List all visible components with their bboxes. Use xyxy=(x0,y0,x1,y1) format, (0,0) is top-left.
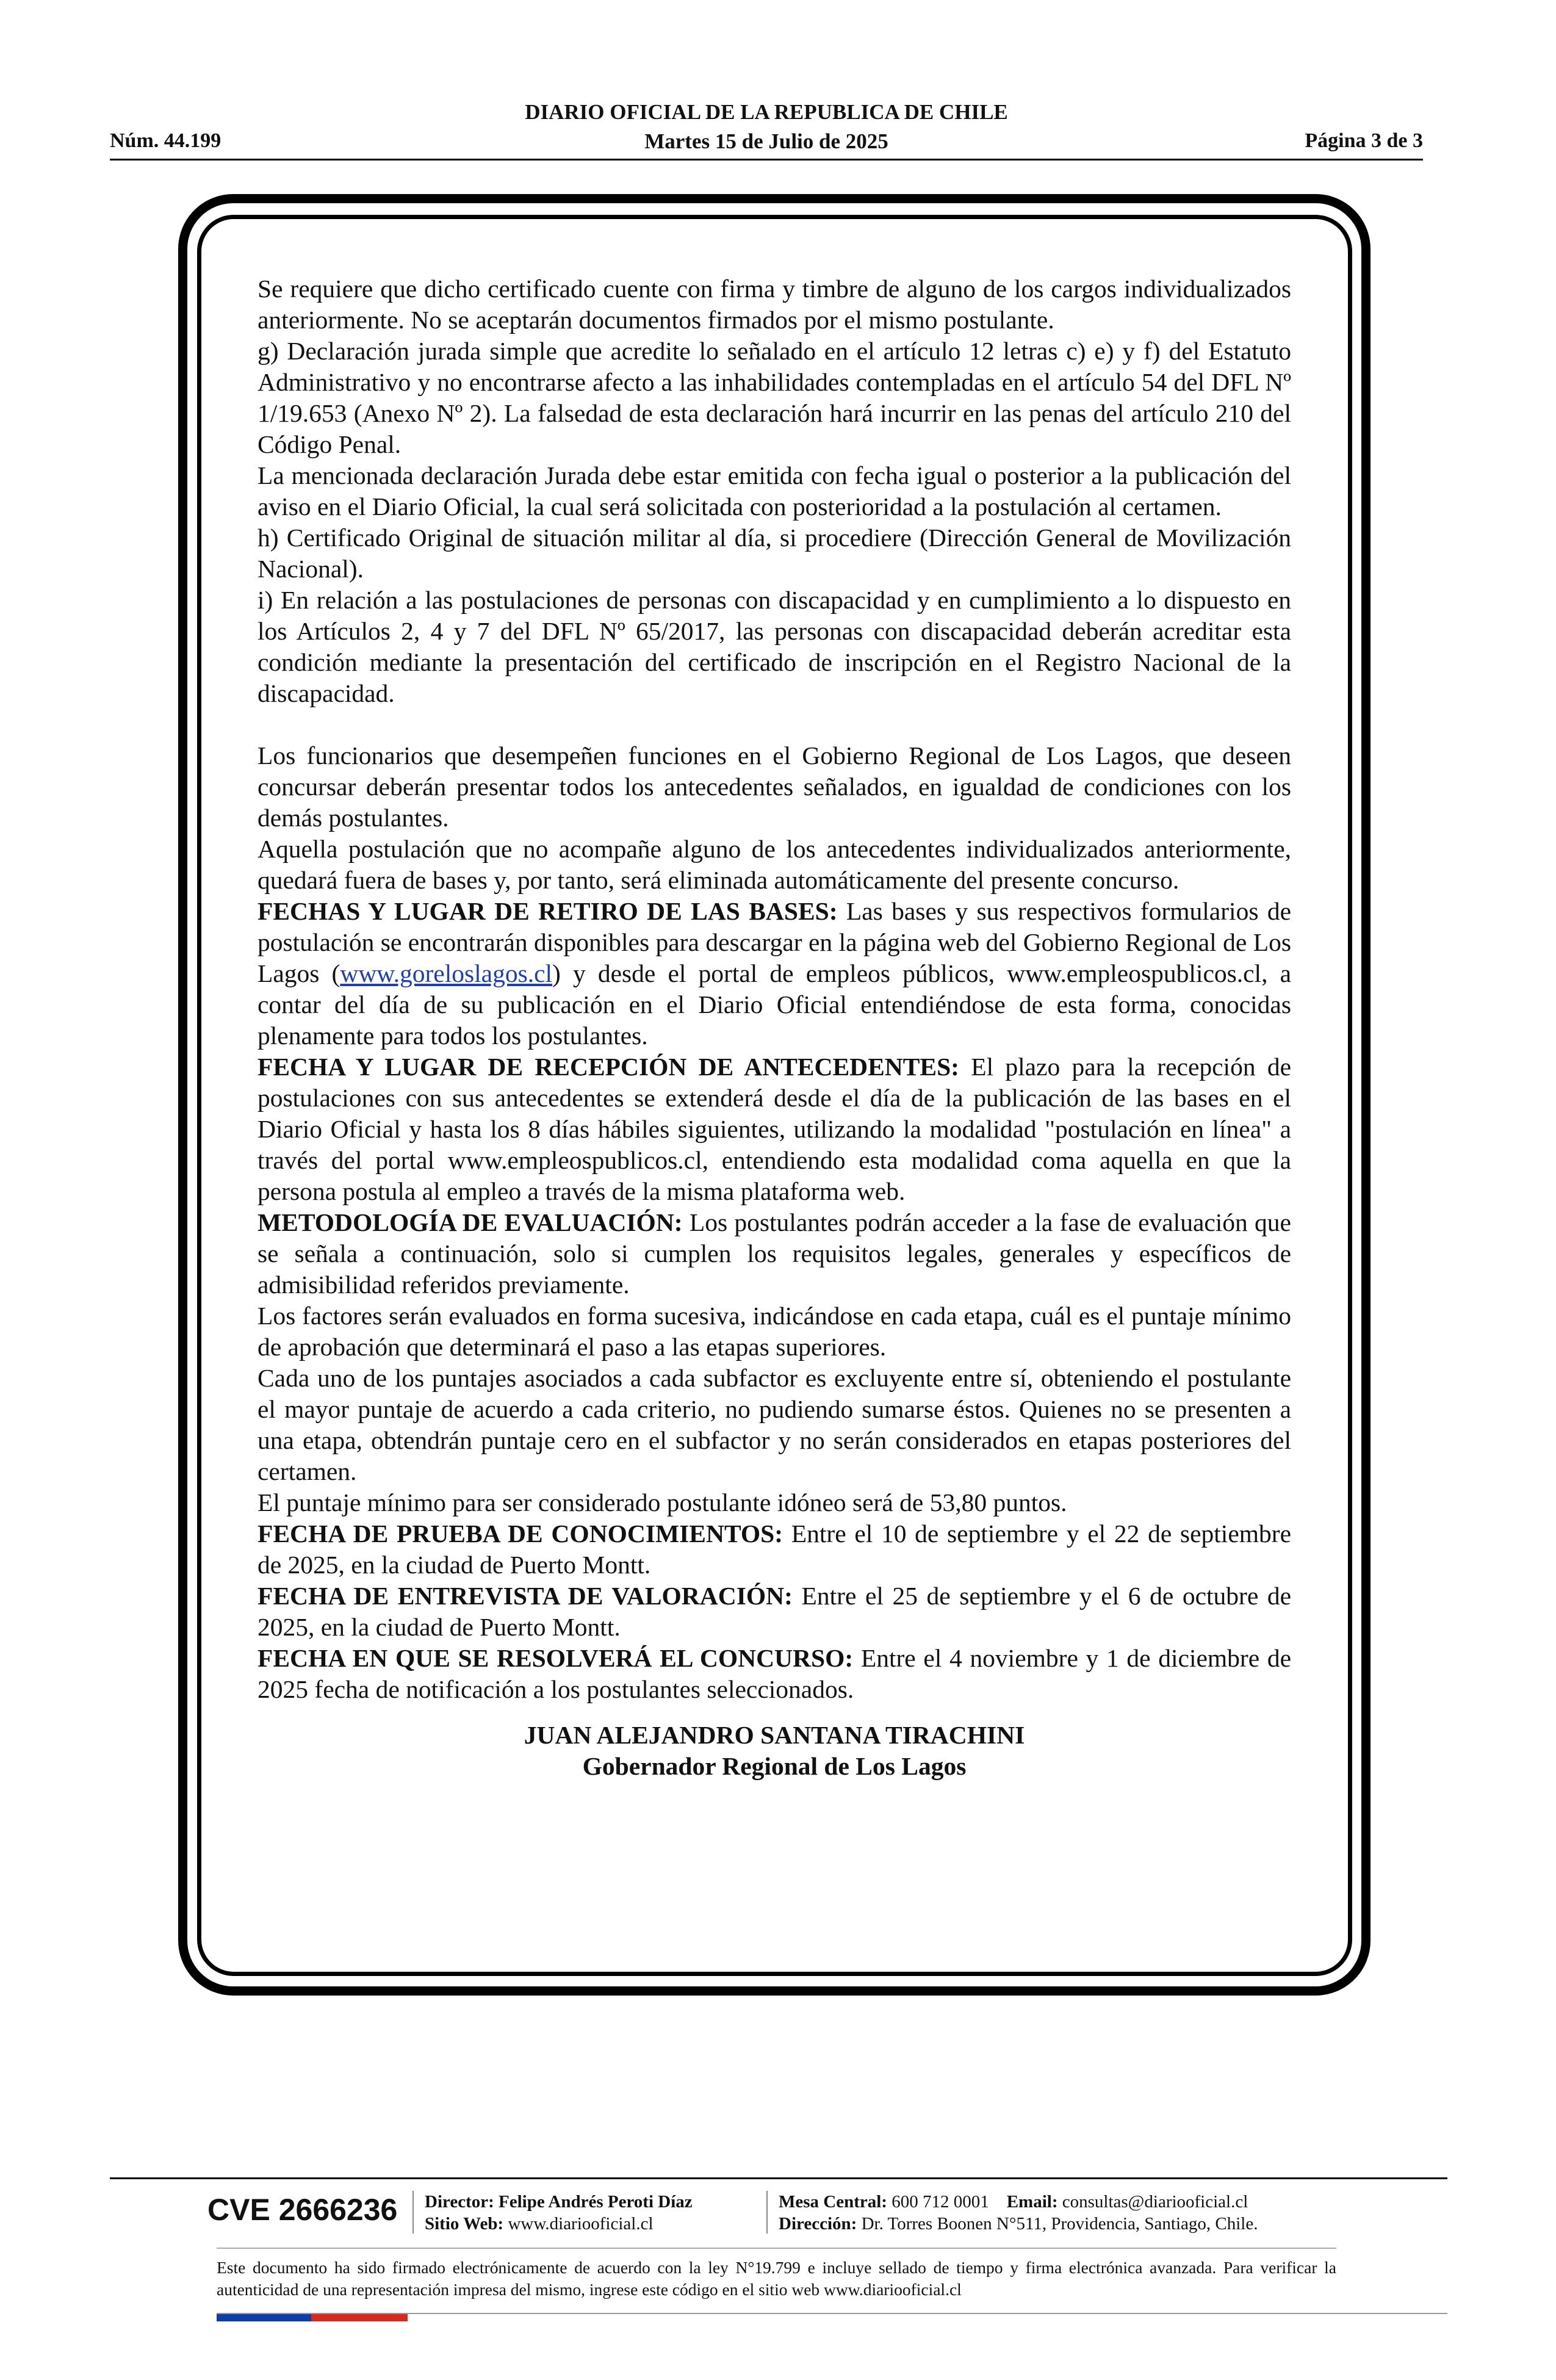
section-resolution-date xyxy=(258,1643,1291,1705)
signer-title: Gobernador Regional de Los Lagos xyxy=(582,1752,967,1780)
section-heading: FECHA EN QUE SE RESOLVERÁ EL CONCURSO: xyxy=(258,1644,854,1672)
section-text: Los postulantes podrán acceder a la fase de evaluación que se señala a continuación, solo si cumplen los requisitos legales, generales y específicos de admisibilidad referidos previamente. xyxy=(258,1208,1291,1299)
footer-contact-block xyxy=(779,2191,1258,2235)
site-label: Sitio Web: xyxy=(425,2214,504,2234)
issue-number: Núm. 44.199 xyxy=(110,129,222,152)
mesa-label: Mesa Central: xyxy=(779,2192,887,2212)
paragraph: Los factores serán evaluados en forma sucesiva, indicándose en cada etapa, cuál es el puntaje mínimo de aprobación que determinará el paso a las etapas superiores. xyxy=(258,1302,1291,1361)
section-text: ) y desde el portal de empleos públicos, www.empleospublicos.cl, a contar del día de su publicación en el Diario Oficial entendiéndose de esta forma, conocidas plenamente para todos los postulantes. xyxy=(258,959,1291,1050)
footer-divider xyxy=(110,2177,1447,2179)
paragraph: El puntaje mínimo para ser considerado postulante idóneo será de 53,80 puntos. xyxy=(258,1488,1067,1516)
section-text: Entre el 10 de septiembre y el 22 de septiembre de 2025, en la ciudad de Puerto Montt. xyxy=(258,1520,1292,1579)
paragraph: h) Certificado Original de situación militar al día, si procediere (Dirección General de Movilización Nacional). xyxy=(258,524,1291,583)
paragraph: i) En relación a las postulaciones de personas con discapacidad y en cumplimiento a lo dispuesto en los Artículos 2, 4 y 7 del DFL Nº 65/2017, las personas con discapacidad deberán acreditar esta condición mediante la presentación del certificado de inscripción en el Registro Nacional de la discapacidad. xyxy=(258,586,1291,707)
signature-block xyxy=(258,1720,1291,1782)
cve-code: CVE 2666236 xyxy=(207,2193,398,2227)
publication-title: DIARIO OFICIAL DE LA REPUBLICA DE CHILE xyxy=(525,100,1008,124)
director-label: Director: xyxy=(425,2192,494,2212)
email-value[interactable]: consultas@diariooficial.cl xyxy=(1057,2192,1248,2212)
paragraph-gap xyxy=(258,709,1291,740)
paragraph: Aquella postulación que no acompañe alguno de los antecedentes individualizados anteriormente, quedará fuera de bases y, por tanto, será eliminada automáticamente del presente concurso. xyxy=(258,835,1291,894)
section-heading: FECHA DE ENTREVISTA DE VALORACIÓN: xyxy=(258,1582,793,1610)
section-heading: FECHA Y LUGAR DE RECEPCIÓN DE ANTECEDENTES: xyxy=(258,1053,960,1081)
footer-note-divider xyxy=(217,2248,1336,2249)
section-heading: METODOLOGÍA DE EVALUACIÓN: xyxy=(258,1208,683,1236)
section-text: Las bases y sus respectivos formularios de postulación se encontrarán disponibles para descargar en la página web del Gobierno Regional de Los Lagos ( xyxy=(258,897,1291,987)
signature-note: Este documento ha sido firmado electrónicamente de acuerdo con la ley N°19.799 e incluye sellado de tiempo y firma electrónica avanzada. Para verificar la autenticidad de una representación impresa del mismo, ingrese este código en el sitio web www.diariooficial.cl xyxy=(217,2258,1336,2299)
section-text: Entre el 4 noviembre y 1 de diciembre de 2025 fecha de notificación a los postulantes seleccionados. xyxy=(258,1644,1291,1703)
paragraph: Cada uno de los puntajes asociados a cada subfactor es excluyente entre sí, obteniendo el postulante el mayor puntaje de acuerdo a cada criterio, no pudiendo sumarse éstos. Quienes no se presenten a una etapa, obtendrán puntaje cero en el subfactor y no serán considerados en etapas posteriores del certamen. xyxy=(258,1364,1291,1485)
site-value[interactable]: www.diariooficial.cl xyxy=(503,2214,654,2234)
publication-title-block xyxy=(110,98,1423,156)
address-label: Dirección: xyxy=(779,2214,857,2234)
signer-name: JUAN ALEJANDRO SANTANA TIRACHINI xyxy=(524,1721,1025,1749)
section-text: El plazo para la recepción de postulaciones con sus antecedentes se extenderá desde el día de la publicación de las bases en el Diario Oficial y hasta los 8 días hábiles siguientes, utilizando la modalidad "postulación en línea" a través del portal www.empleospublicos.cl, entendiendo esta modalidad coma aquella en que la persona postula al empleo a través de la misma plataforma web. xyxy=(258,1053,1291,1205)
section-reception xyxy=(258,1051,1291,1207)
footer-director-block xyxy=(425,2191,693,2235)
publication-date: Martes 15 de Julio de 2025 xyxy=(644,129,888,153)
section-test-date xyxy=(258,1518,1291,1581)
section-heading: FECHA DE PRUEBA DE CONOCIMIENTOS: xyxy=(258,1520,783,1548)
paragraph: Los funcionarios que desempeñen funciones en el Gobierno Regional de Los Lagos, que deseen concursar deberán presentar todos los antecedentes señalados, en igualdad de condiciones con los demás postulantes. xyxy=(258,741,1291,832)
section-text: Entre el 25 de septiembre y el 6 de octubre de 2025, en la ciudad de Puerto Montt. xyxy=(258,1582,1291,1641)
paragraph: La mencionada declaración Jurada debe estar emitida con fecha igual o posterior a la publicación del aviso en el Diario Oficial, la cual será solicitada con posterioridad a la postulación al certamen. xyxy=(258,461,1291,521)
flag-stripe-red xyxy=(311,2314,408,2321)
mesa-value: 600 712 0001 xyxy=(887,2192,989,2212)
section-interview-date xyxy=(258,1581,1291,1643)
footer-separator xyxy=(412,2191,414,2234)
email-label: Email: xyxy=(1006,2192,1058,2212)
gore-link[interactable]: www.goreloslagos.cl xyxy=(340,959,553,987)
paragraph: g) Declaración jurada simple que acredite lo señalado en el artículo 12 letras c) e) y f) del Estatuto Administrativo y no encontrarse afecto a las inhabilidades contempladas en el artículo 54 del DFL Nº 1/19.653 (Anexo Nº 2). La falsedad de esta declaración hará incurrir en las penas del artículo 210 del Código Penal. xyxy=(258,337,1291,458)
section-bases xyxy=(258,896,1291,1051)
address-value: Dr. Torres Boonen N°511, Providencia, Santiago, Chile. xyxy=(857,2214,1258,2234)
notice-body xyxy=(258,273,1291,1782)
section-heading: FECHAS Y LUGAR DE RETIRO DE LAS BASES: xyxy=(258,897,838,925)
page-header xyxy=(110,92,1423,160)
flag-stripe-blue xyxy=(217,2314,311,2321)
footer-separator xyxy=(766,2191,768,2234)
director-value: Felipe Andrés Peroti Díaz xyxy=(494,2192,693,2212)
paragraph: Se requiere que dicho certificado cuente con firma y timbre de alguno de los cargos individualizados anteriormente. No se aceptarán documentos firmados por el mismo postulante. xyxy=(258,275,1291,334)
page-number: Página 3 de 3 xyxy=(1305,129,1423,152)
section-methodology xyxy=(258,1207,1291,1300)
